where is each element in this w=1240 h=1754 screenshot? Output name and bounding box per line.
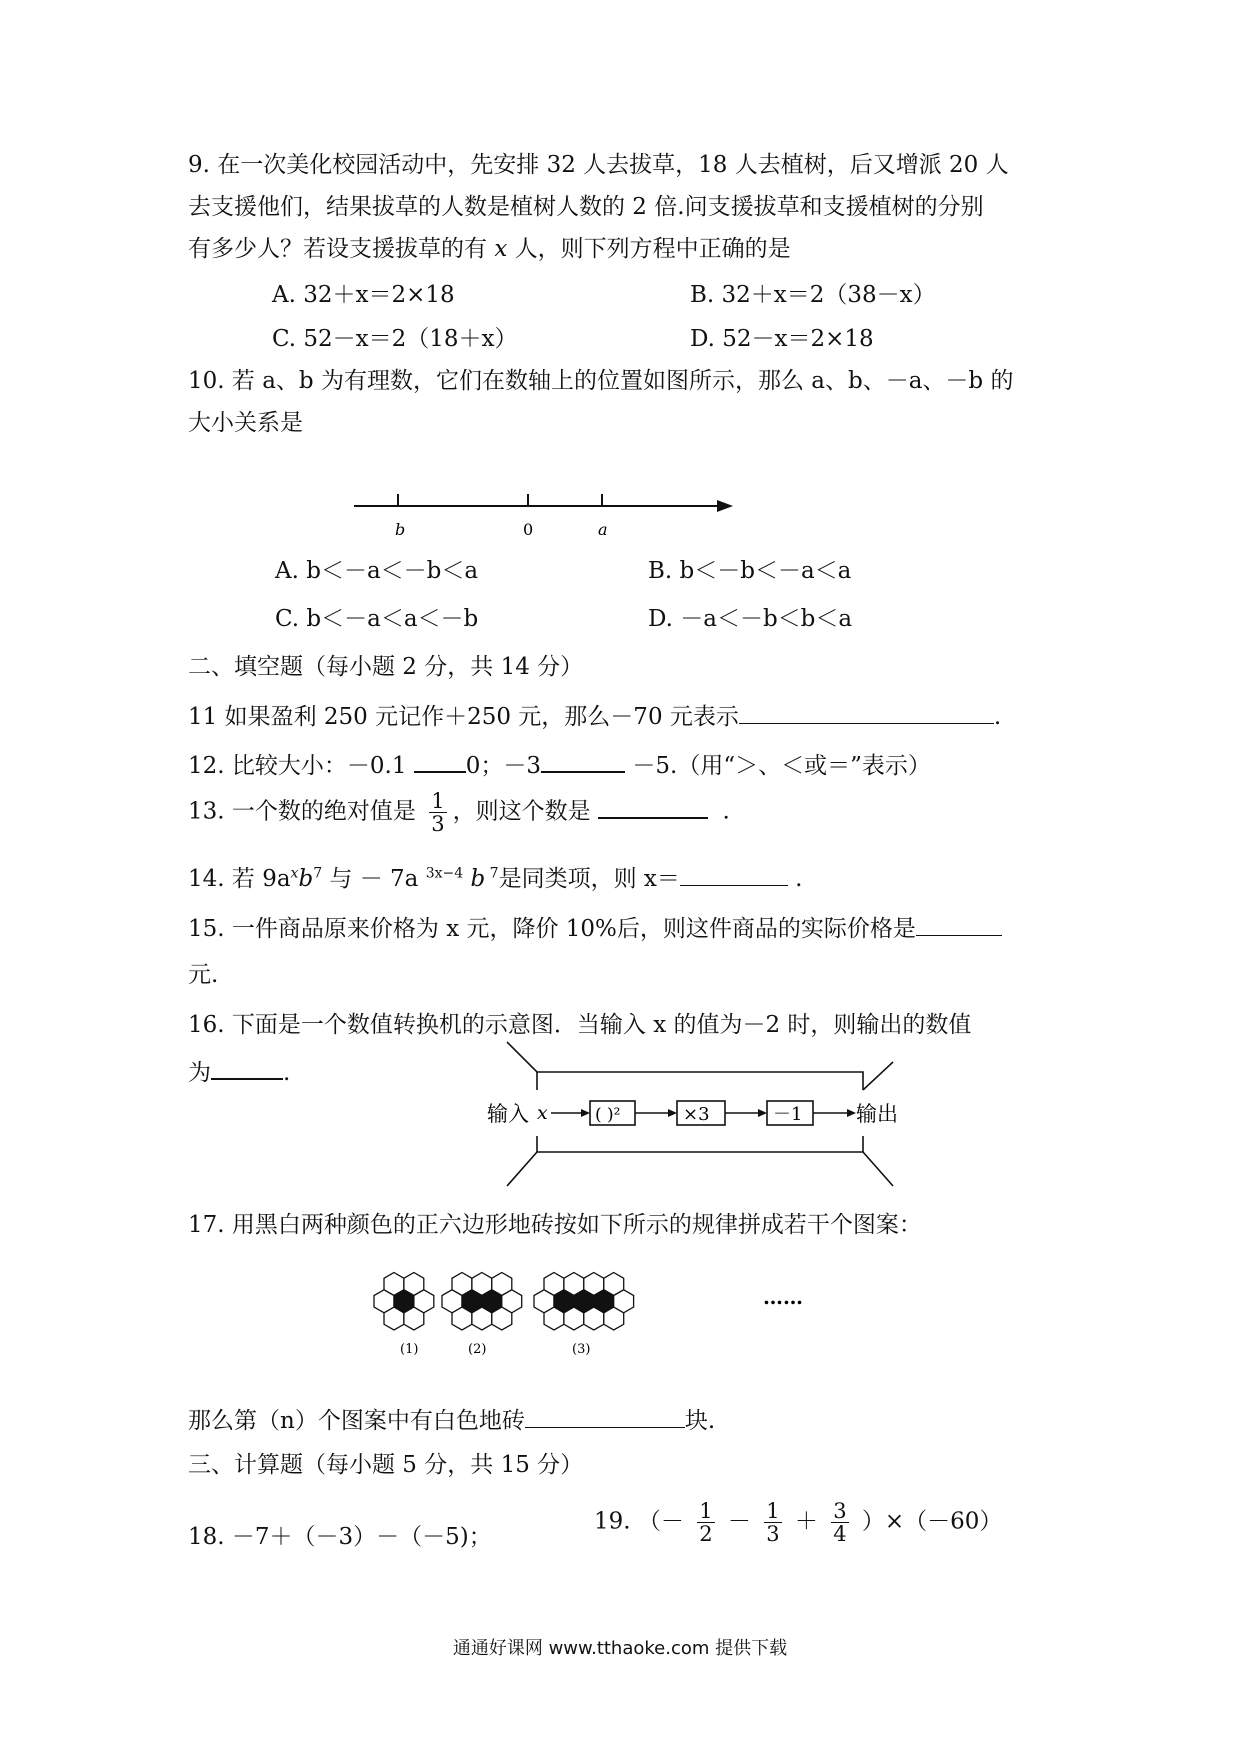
q10-option-a: A. b＜－a＜－b＜a: [275, 558, 479, 584]
arrow-right-icon: [668, 1109, 677, 1117]
q9-line3: 有多少人？若设支援拔草的有 x 人，则下列方程中正确的是: [188, 236, 791, 262]
pattern-label-3: (3): [572, 1342, 591, 1356]
q10-line1: 10. 若 a、b 为有理数，它们在数轴上的位置如图所示，那么 a、b、－a、－b 的: [188, 368, 1014, 394]
black-hexagon-tile: [574, 1290, 594, 1313]
white-hexagon-tile: [502, 1290, 522, 1313]
black-hexagon-tile: [594, 1290, 614, 1313]
q16-line2: 为 .: [188, 1054, 290, 1087]
q10-line2: 大小关系是: [188, 410, 303, 436]
white-hexagon-tile: [374, 1290, 394, 1313]
fraction-one-third: $\frac{1}{3}$: [431, 789, 445, 836]
input-x: x: [537, 1102, 548, 1124]
answer-blank: [211, 1056, 283, 1080]
q10-option-b: B. b＜－b＜－a＜a: [648, 558, 852, 584]
black-hexagon-tile: [462, 1290, 482, 1313]
q9-option-a: A. 32＋x＝2×18: [272, 282, 455, 308]
q10-option-d: D. －a＜－b＜b＜a: [648, 606, 853, 632]
hexagon-patterns: [370, 1264, 830, 1356]
q9-option-b: B. 32＋x＝2（38－x）: [690, 282, 936, 308]
q12: 12. 比较大小：－0.1 0；－3 －5.（用“＞、＜或＝”表示）: [188, 747, 931, 780]
arrow-right-icon: [581, 1109, 590, 1117]
axis-label-a: a: [598, 520, 608, 539]
q10-option-c: C. b＜－a＜a＜－b: [275, 606, 479, 632]
number-line-diagram: [350, 484, 740, 544]
ellipsis: ……: [763, 1285, 803, 1309]
white-hexagon-tile: [534, 1290, 554, 1313]
axis-label-b: b: [395, 520, 406, 539]
q14: 14. 若 $9a^xb^7$ 与 － 7a $^{3x-4}$ b $^7$是同类项，则 x＝ .: [188, 860, 802, 893]
section2-title: 二、填空题（每小题 2 分，共 14 分）: [188, 654, 584, 680]
q17-line2: 那么第（n）个图案中有白色地砖 块.: [188, 1402, 715, 1435]
q17-line1: 17. 用黑白两种颜色的正六边形地砖按如下所示的规律拼成若干个图案：: [188, 1212, 922, 1238]
white-hexagon-tile: [614, 1290, 634, 1313]
q19: 19. （－ $\frac{1}{2}$ － $\frac{1}{3}$ ＋ $\frac{3}{4}$ ）×（－60）: [594, 1499, 1003, 1546]
machine-frame-bottom: [507, 1152, 893, 1186]
box-square-label: ( )²: [595, 1105, 621, 1125]
q18: 18. －7＋（－3）－（－5)；: [188, 1524, 492, 1550]
output-label: 输出: [856, 1102, 898, 1126]
q15-line2: 元.: [188, 962, 219, 988]
input-label: 输入: [487, 1102, 529, 1126]
white-hexagon-tile: [414, 1290, 434, 1313]
arrow-right-icon: [847, 1109, 856, 1117]
answer-blank: [525, 1405, 685, 1428]
arrow-right-icon: [717, 500, 733, 512]
black-hexagon-tile: [394, 1290, 414, 1313]
black-hexagon-tile: [554, 1290, 574, 1313]
answer-blank: [739, 701, 994, 724]
section3-title: 三、计算题（每小题 5 分，共 15 分）: [188, 1452, 584, 1478]
box-minus-1-label: －1: [773, 1104, 803, 1125]
answer-blank: [680, 863, 788, 886]
q9-option-c: C. 52－x＝2（18＋x）: [272, 326, 518, 352]
axis-label-zero: 0: [523, 520, 534, 539]
q9-option-d: D. 52－x＝2×18: [690, 326, 874, 352]
q15-line1: 15. 一件商品原来价格为 x 元，降价 10%后，则这件商品的实际价格是: [188, 910, 1002, 943]
black-hexagon-tile: [482, 1290, 502, 1313]
answer-blank: [916, 913, 1002, 936]
q16-line1: 16. 下面是一个数值转换机的示意图．当输入 x 的值为－2 时，则输出的数值: [188, 1012, 972, 1038]
white-hexagon-tile: [442, 1290, 462, 1313]
answer-blank: [541, 749, 625, 773]
q9-line1: 9. 在一次美化校园活动中，先安排 32 人去拔草，18 人去植树，后又增派 20 人: [188, 152, 1009, 178]
q9-line2: 去支援他们，结果拔草的人数是植树人数的 2 倍.问支援拔草和支援植树的分别: [188, 194, 984, 220]
arrow-right-icon: [758, 1109, 767, 1117]
pattern-label-1: (1): [400, 1342, 419, 1356]
pattern-label-2: (2): [468, 1342, 487, 1356]
answer-blank: [414, 749, 466, 773]
q13: 13. 一个数的绝对值是 $\frac{1}{3}$ ，则这个数是 .: [188, 789, 730, 836]
footer: 通通好课网 www.tthaoke.com 提供下载: [452, 1638, 788, 1659]
q11: 11 如果盈利 250 元记作＋250 元，那么－70 元表示 .: [188, 698, 1001, 731]
box-times-3-label: ×3: [683, 1104, 710, 1125]
answer-blank: [598, 795, 708, 819]
machine-frame-top: [507, 1042, 863, 1090]
conversion-machine-diagram: [485, 1040, 920, 1188]
